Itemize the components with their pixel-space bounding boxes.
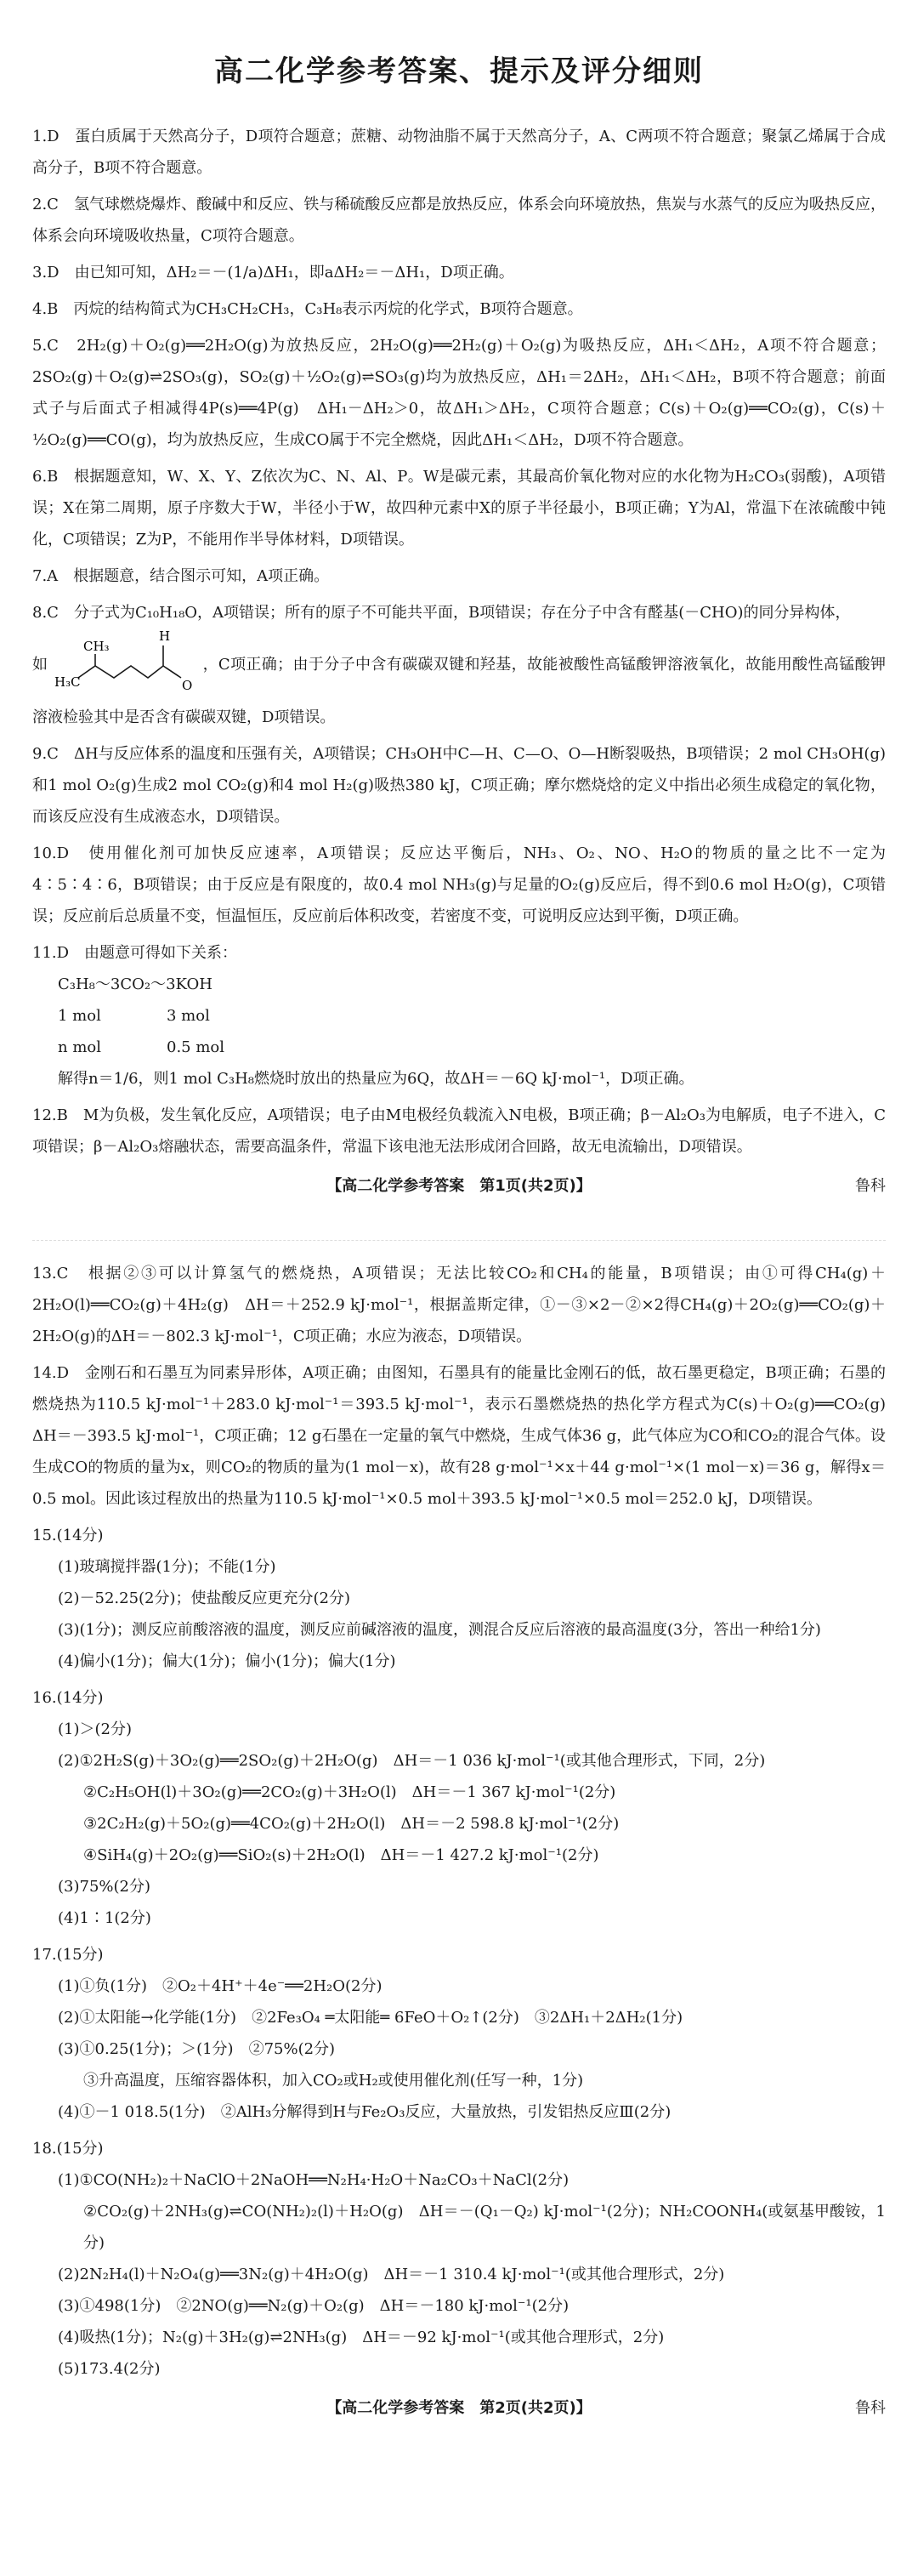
answer-item-12: 12.B M为负极，发生氧化反应，A项错误；电子由M电极经负载流入N电极，B项正确；β－Al₂O₃为电解质，电子不进入，C项错误；β－Al₂O₃熔融状态，需要高温条件，常温下该电池无法形成闭合回路，故无电流输出，D项错误。 [32,1106,886,1156]
page-footer-2 [32,2390,886,2424]
structure-ch3-left: H₃C [54,674,82,690]
answer-item-10: 10.D 使用催化剂可加快反应速率，A项错误；反应达平衡后，NH₃、O₂、NO、H₂O的物质的量之比不一定为4∶5∶4∶6，B项错误；由于反应是有限度的，故0.4 mol NH₃(g)与足量的O₂(g)反应后，得不到0.6 mol H₂O(g)，C项错误；反应前后总质量不变，恒温恒压，反应前后体积改变，若密度不变，可说明反应达到平衡，D项正确。 [32,844,886,925]
structure-ch3-top: CH₃ [83,639,110,654]
answer-item-11 [32,937,886,1095]
answer-item-16: 16.(14分) (1)＞(2分) (2)①2H₂S(g)＋3O₂(g)══2SO₂(g)＋2H₂O(g) ΔH＝－1 036 kJ·mol⁻¹(或其他合理形式，下同，2分) ②C₂H₅OH(l)＋3O₂(g)══2CO₂(g)＋3H₂O(l) ΔH＝－1 367 kJ·mol⁻¹(2分) ③2C₂H₂(g)＋5O₂(g)══4CO₂(g)＋2H₂O(l) ΔH＝－2 598.8 kJ·mol⁻¹(2分) ④SiH₄(g)＋2O₂(g)══SiO₂(s)＋2H₂O(l) ΔH＝－1 427.2 kJ·mol⁻¹(2分) (3)75%(2分) (4)1∶1(2分) [32,1689,766,1927]
answer-item-8 [32,597,886,733]
answer-item-14: 14.D 金刚石和石墨互为同素异形体，A项正确；由图知，石墨具有的能量比金刚石的低，故石墨更稳定，B项正确；石墨的燃烧热为110.5 kJ·mol⁻¹＋283.0 kJ·mol⁻¹＝393.5 kJ·mol⁻¹，表示石墨燃烧热的热化学方程式为C(s)＋O₂(g)══CO₂(g) ΔH＝－393.5 kJ·mol⁻¹，C项正确；12 g石墨在一定量的氧气中燃烧，生成气体36 g，此气体应为CO和CO₂的混合气体。设生成CO的物质的量为x，则CO₂的物质的量为(1 mol－x)，故有28 g·mol⁻¹×x＋44 g·mol⁻¹×(1 mol－x)＝36 g，解得x＝0.5 mol。因此该过程放出的热量为110.5 kJ·mol⁻¹×0.5 mol＋393.5 kJ·mol⁻¹×0.5 mol＝252.0 kJ，D项错误。 [32,1364,901,1508]
answer-item-8-text: 8.C 分子式为C₁₀H₁₈O，A项错误；所有的原子不可能共平面，B项错误；存在分子中含有醛基(－CHO)的同分异构体， [32,604,851,622]
mole-relation-row: C₃H₈～3CO₂～3KOH [58,975,212,993]
answer-item-8-tail: ，C项正确；由于分子中含有碳碳双键和羟基，故能被酸性高锰酸钾溶液氧化，故能用酸性高锰酸钾溶液检验其中是否含有碳碳双键，D项错误。 [32,656,886,726]
answer-item-18: 18.(15分) (1)①CO(NH₂)₂＋NaClO＋2NaOH══N₂H₄·H₂O＋Na₂CO₃＋NaCl(2分) ②CO₂(g)＋2NH₃(g)⇌CO(NH₂)₂(l)＋H₂O(g) ΔH＝－(Q₁－Q₂) kJ·mol⁻¹(2分)；NH₂COONH₄(或氨基甲酸铵，1分) (2)2N₂H₄(l)＋N₂O₄(g)══3N₂(g)＋4H₂O(g) ΔH＝－1 310.4 kJ·mol⁻¹(或其他合理形式，2分) (3)①498(1分) ②2NO(g)══N₂(g)＋O₂(g) ΔH＝－180 kJ·mol⁻¹(2分) (4)吸热(1分)；N₂(g)＋3H₂(g)⇌2NH₃(g) ΔH＝－92 kJ·mol⁻¹(或其他合理形式，2分) (5)173.4(2分) [32,2140,886,2378]
mole-relation-row: n mol 0.5 mol [58,1038,225,1056]
page-footer-1 [32,1168,886,1202]
answer-item-11-solution: 解得n＝1/6，则1 mol C₃H₈燃烧时放出的热量应为6Q，故ΔH＝－6Q kJ·mol⁻¹，D项正确。 [58,1070,694,1088]
aldehyde-structure-image [53,628,197,702]
structure-o: O [182,678,193,693]
answer-item-15: 15.(14分) (1)玻璃搅拌器(1分)；不能(1分) (2)－52.25(2分)；使盐酸反应更充分(2分) (3)(1分)；测反应前酸溶液的温度，测反应前碱溶液的温度，测混合反应后溶液的最高温度(3分，答出一种给1分) (4)偏小(1分)；偏大(1分)；偏小(1分)；偏大(1分) [32,1527,821,1670]
answer-item-6: 6.B 根据题意知，W、X、Y、Z依次为C、N、Al、P。W是碳元素，其最高价氧化物对应的水化物为H₂CO₃(弱酸)，A项错误；X在第二周期，原子序数大于W，半径小于W，故四种元素中X的原子半径最小，B项正确；Y为Al，常温下在浓硫酸中钝化，C项错误；Z为P，不能用作半导体材料，D项错误。 [32,468,886,549]
answer-item-17: 17.(15分) (1)①负(1分) ②O₂＋4H⁺＋4e⁻══2H₂O(2分) (2)①太阳能→化学能(1分) ②2Fe₃O₄ ═太阳能═ 6FeO＋O₂↑(2分) ③2ΔH₁＋2ΔH₂(1分) (3)①0.25(1分)；＞(1分) ②75%(2分) ③升高温度，压缩容器体积，加入CO₂或H₂或使用催化剂(任写一种，1分) (4)①－1 018.5(1分) ②AlH₃分解得到H与Fe₂O₃反应，大量放热，引发铝热反应Ⅲ(2分) [32,1946,683,2121]
footer-brand: 鲁科 [855,1177,886,1195]
answer-item-2: 2.C 氢气球燃烧爆炸、酸碱中和反应、铁与稀硫酸反应都是放热反应，体系会向环境放热，焦炭与水蒸气的反应为吸热反应，体系会向环境吸收热量，C项符合题意。 [32,196,886,245]
mole-relation-row: 1 mol 3 mol [58,1007,210,1025]
answer-item-1: 1.D 蛋白质属于天然高分子，D项符合题意；蔗糖、动物油脂不属于天然高分子，A、C两项不符合题意；聚氯乙烯属于合成高分子，B项不符合题意。 [32,128,886,177]
footer-page-label: 【高二化学参考答案 第2页(共2页)】 [326,2399,592,2417]
answer-item-11-head: 11.D 由题意可得如下关系： [32,944,238,962]
page-divider [32,1202,886,1241]
footer-brand: 鲁科 [855,2399,886,2417]
structure-h: H [159,628,171,644]
page-title: 高二化学参考答案、提示及评分细则 [214,54,704,88]
answer-item-9: 9.C ΔH与反应体系的温度和压强有关，A项错误；CH₃OH中C—H、C—O、O—H断裂吸热，B项错误；2 mol CH₃OH(g)和1 mol O₂(g)生成2 mol CO₂(g)和4 mol H₂(g)吸热380 kJ，C项正确；摩尔燃烧焓的定义中指出必须生成稳定的氧化物，而该反应没有生成液态水，D项错误。 [32,745,886,826]
answer-item-7: 7.A 根据题意，结合图示可知，A项正确。 [32,567,330,585]
answer-item-8-prefix: 如 [32,656,48,674]
answer-item-4: 4.B 丙烷的结构简式为CH₃CH₂CH₃，C₃H₈表示丙烷的化学式，B项符合题意。 [32,300,583,318]
mole-relation-table [32,969,886,1095]
answer-item-5: 5.C 2H₂(g)＋O₂(g)══2H₂O(g)为放热反应，2H₂O(g)══2H₂(g)＋O₂(g)为吸热反应，ΔH₁＜ΔH₂，A项不符合题意；2SO₂(g)＋O₂(g)⇌2SO₃(g)，SO₂(g)＋½O₂(g)⇌SO₃(g)均为放热反应，ΔH₁＝2ΔH₂，ΔH₁＜ΔH₂，B项不符合题意；前面式子与后面式子相减得4P(s)══4P(g) ΔH₁－ΔH₂＞0，故ΔH₁＞ΔH₂，C项符合题意；C(s)＋O₂(g)══CO₂(g)，C(s)＋½O₂(g)══CO(g)，均为放热反应，生成CO属于不完全燃烧，因此ΔH₁＜ΔH₂，D项不符合题意。 [32,337,886,449]
footer-page-label: 【高二化学参考答案 第1页(共2页)】 [326,1177,592,1195]
answer-item-13: 13.C 根据②③可以计算氢气的燃烧热，A项错误；无法比较CO₂和CH₄的能量，B项错误；由①可得CH₄(g)＋2H₂O(l)══CO₂(g)＋4H₂(g) ΔH＝＋252.9 kJ·mol⁻¹，根据盖斯定律，①－③×2－②×2得CH₄(g)＋2O₂(g)══CO₂(g)＋2H₂O(g)的ΔH＝－802.3 kJ·mol⁻¹，C项正确；水应为液态，D项错误。 [32,1265,886,1345]
answer-item-3: 3.D 由已知可知，ΔH₂＝－(1/a)ΔH₁，即aΔH₂＝－ΔH₁，D项正确。 [32,264,514,281]
